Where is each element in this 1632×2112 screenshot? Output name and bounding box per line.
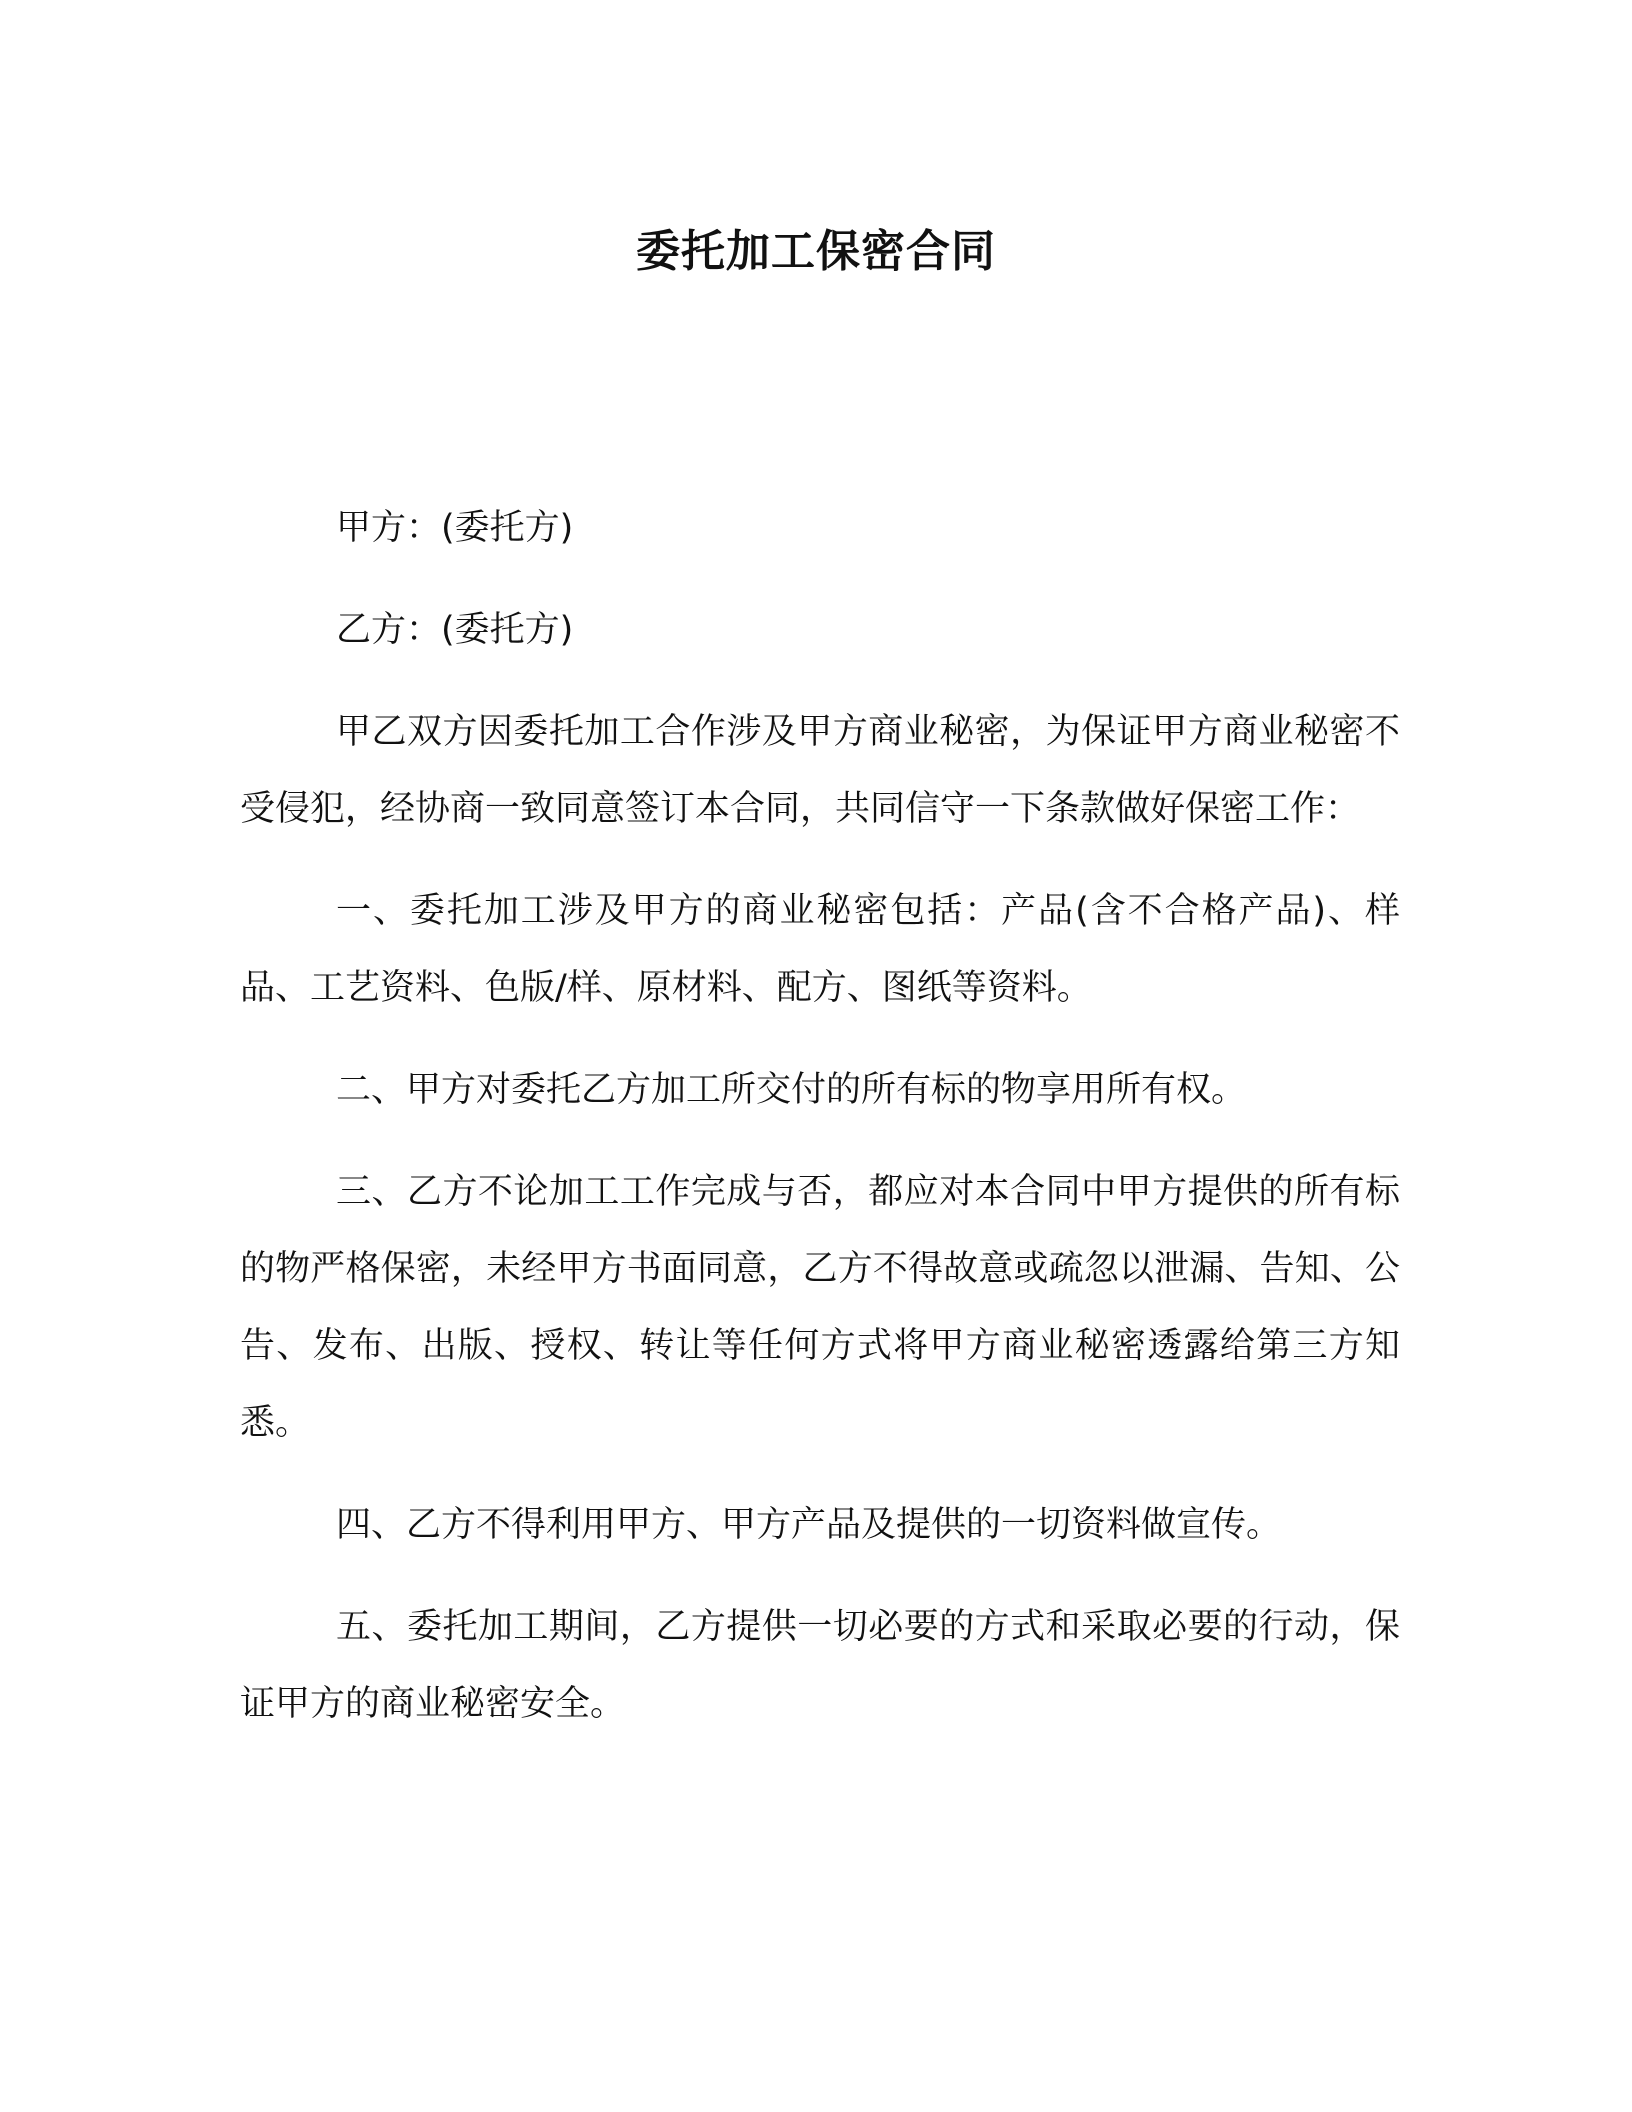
- clause-2: 二、甲方对委托乙方加工所交付的所有标的物享用所有权。: [336, 1070, 1247, 1110]
- intro-paragraph: 甲乙双方因委托加工合作涉及甲方商业秘密，为保证甲方商业秘密不受侵犯，经协商一致同意签订本合同，共同信守一下条款做好保密工作：: [240, 712, 1400, 829]
- clause-5: 五、委托加工期间，乙方提供一切必要的方式和采取必要的行动，保证甲方的商业秘密安全。: [240, 1607, 1400, 1724]
- party-b: 乙方：(委托方): [336, 610, 574, 650]
- clause-4: 四、乙方不得利用甲方、甲方产品及提供的一切资料做宣传。: [336, 1505, 1282, 1545]
- clause-3: 三、乙方不论加工工作完成与否，都应对本合同中甲方提供的所有标的物严格保密，未经甲方书面同意，乙方不得故意或疏忽以泄漏、告知、公告、发布、出版、授权、转让等任何方式将甲方商业秘密透露给第三方知悉。: [240, 1172, 1400, 1443]
- document-title: 委托加工保密合同: [636, 226, 996, 277]
- document-body: [240, 490, 1400, 1768]
- party-a: 甲方：(委托方): [336, 508, 574, 548]
- clause-1: 一、委托加工涉及甲方的商业秘密包括：产品(含不合格产品)、样品、工艺资料、色版/样、原材料、配方、图纸等资料。: [240, 891, 1400, 1008]
